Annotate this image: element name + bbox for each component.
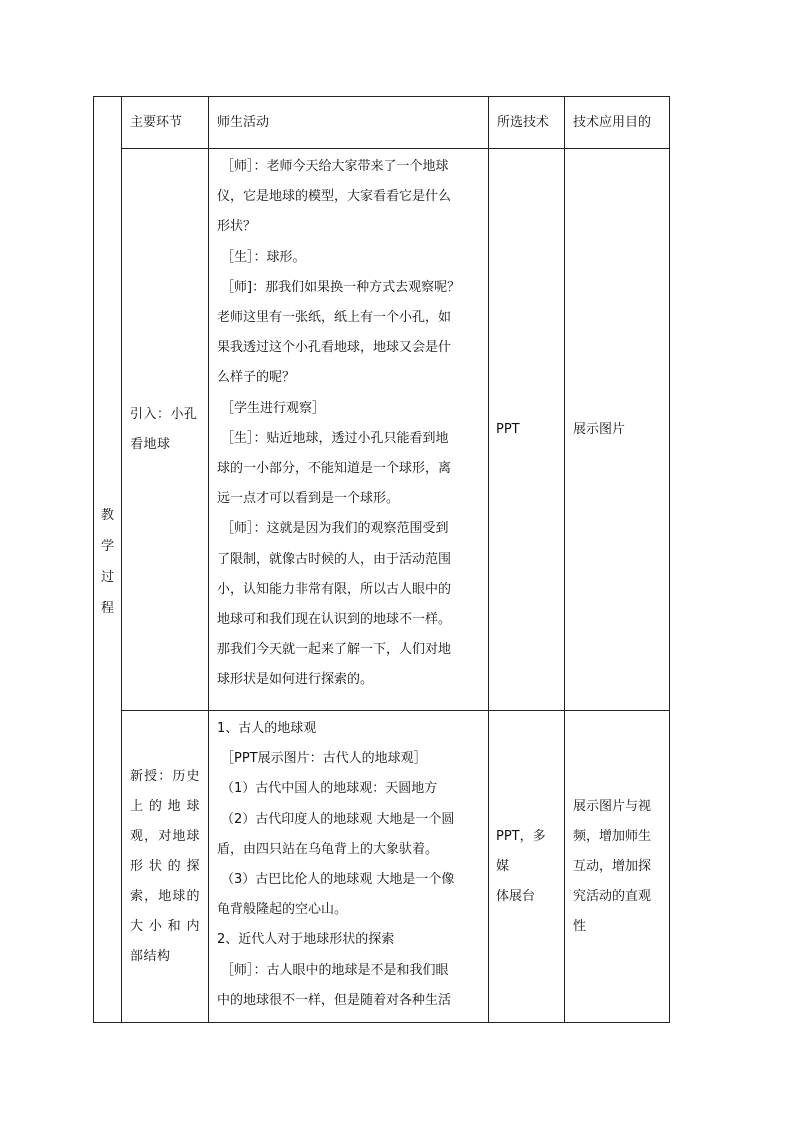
stage-cell [122,711,209,1023]
side-label-char: 教 [100,507,114,523]
side-label-char: 过 [100,569,114,585]
table-row [94,711,670,1023]
tech-cell [489,149,565,711]
activity-text: 1、古人的地球观 ［PPT展示图片：古代人的地球观］ （1）古代中国人的地球观：天圆地方 （2）古代印度人的地球观 大地是一个圆 盾，由四只站在乌龟背上的大象驮着。 （3）古巴比伦人的地球观 大地是一个像 龟背般隆起的空心山。 2、近代人对于地球形状的探索 ［师］：古人眼中的地球是不是和我们眼 中的地球很不一样，但是随着对各种生活 [217,721,455,1008]
activity-cell [209,149,489,711]
activity-text: ［师］：老师今天给大家带来了一个地球 仪，它是地球的模型，大家看看它是什么 形状？ ［生］：球形。 ［师]：那我们如果换一种方式去观察呢？ 老师这里有一张纸，纸上有一个小孔，如 果我透过这个小孔看地球，地球又会是什 么样子的呢？ ［学生进行观察］ ［生］：贴近地球，透过小孔只能看到地 球的一小部分，不能知道是一个球形，离 远一点才可以看到是一个球形。 ［师］：这就是因为我们的观察范围受到 了限制，就像古时候的人，由于活动范围 小，认知能力非常有限，所以古人眼中的 地球可和我们现在认识到的地球不一样。 那我们今天就一起来了解一下，人们对地 球形状是如何进行探索的。 [217,159,461,688]
stage-cell [122,149,209,711]
lesson-plan-table [93,96,670,1023]
activity-cell [209,711,489,1023]
tech-text: PPT [496,421,520,437]
purpose-cell [565,711,670,1023]
side-label-char: 学 [100,538,114,554]
purpose-text: 展示图片 [573,421,626,437]
header-purpose: 技术应用目的 [565,97,670,149]
purpose-text: 展示图片与视 频，增加师生 互动，增加探 究活动的直观 性 [573,798,652,934]
side-label-char: 程 [100,600,114,616]
purpose-cell [565,149,670,711]
header-tech: 所选技术 [489,97,565,149]
stage-text: 新授：历史 上的地球 观，对地球 形状的探 索，地球的 大小和内 部结构 [130,768,200,964]
header-activity: 师生活动 [209,97,489,149]
header-stage: 主要环节 [122,97,209,149]
tech-cell [489,711,565,1023]
table-row [94,149,670,711]
tech-text: PPT，多媒 体展台 [496,828,546,904]
side-label-cell [94,97,122,1023]
stage-text: 引入：小孔 看地球 [130,406,198,452]
side-label [94,504,121,616]
table-header-row [94,97,670,149]
